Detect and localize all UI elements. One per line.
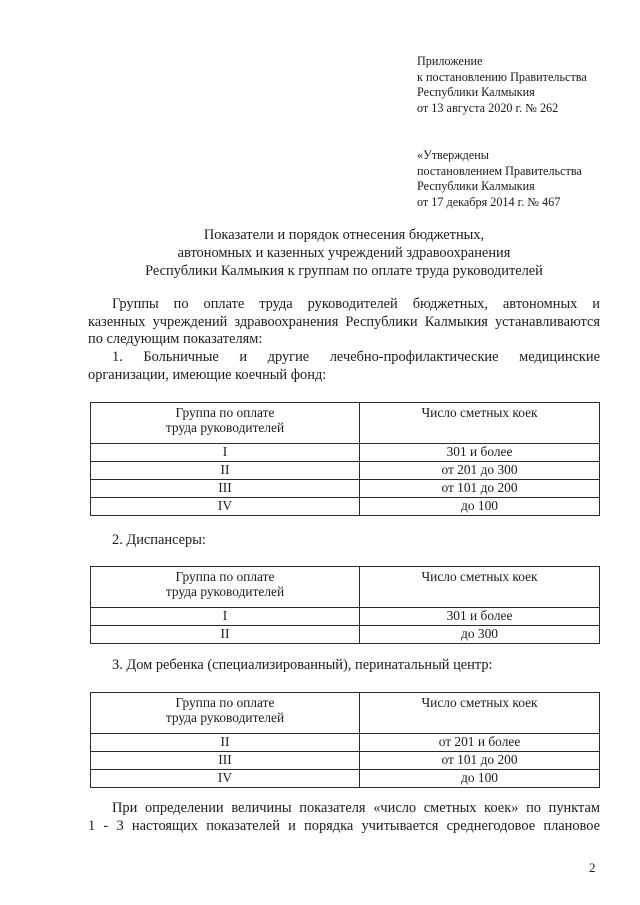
table-row — [91, 734, 600, 752]
closing-line: 1 - 3 настоящих показателей и порядка учитывается среднегодовое плановое — [88, 817, 600, 834]
table-header-row — [91, 567, 600, 608]
table-row — [91, 444, 600, 462]
closing-line: При определении величины показателя «число сметных коек» по пунктам — [112, 800, 600, 816]
table-row — [91, 608, 600, 626]
annex-line: к постановлению Правительства — [417, 69, 587, 84]
title-line: Показатели и порядок отнесения бюджетных, — [203, 227, 485, 243]
section-2-heading: 2. Диспансеры: — [112, 532, 206, 548]
page-number: 2 — [589, 860, 596, 875]
approval-block — [417, 148, 582, 210]
annex-line: от 13 августа 2020 г. № 262 — [417, 100, 559, 115]
header-group: Группа по оплате труда руководителей — [91, 693, 360, 734]
header-group: Группа по оплате труда руководителей — [91, 403, 360, 444]
group-cell: II — [91, 734, 360, 752]
intro-line: казенных учреждений здравоохранения Республики Калмыкия устанавливаются — [88, 313, 600, 330]
section-1-line: 1. Больничные и другие лечебно-профилактические медицинские — [112, 349, 600, 365]
group-cell: I — [91, 608, 360, 626]
beds-cell: от 101 до 200 — [360, 480, 600, 498]
beds-cell: от 201 и более — [360, 734, 600, 752]
group-cell: IV — [91, 770, 360, 788]
group-cell: III — [91, 480, 360, 498]
table-row — [91, 462, 600, 480]
beds-cell: 301 и более — [360, 444, 600, 462]
header-beds: Число сметных коек — [360, 567, 600, 608]
table-hospitals — [90, 402, 600, 516]
annex-line: Республики Калмыкия — [417, 85, 535, 99]
header-group: Группа по оплате труда руководителей — [91, 567, 360, 608]
beds-cell: до 100 — [360, 498, 600, 516]
section-1-paragraph — [88, 349, 600, 384]
intro-line: по следующим показателям: — [88, 331, 263, 347]
approval-line: «Утверждены — [417, 148, 489, 162]
group-cell: II — [91, 462, 360, 480]
table-dispensaries — [90, 566, 600, 644]
header-beds: Число сметных коек — [360, 693, 600, 734]
beds-cell: до 100 — [360, 770, 600, 788]
approval-line: постановлением Правительства — [417, 163, 582, 178]
group-cell: I — [91, 444, 360, 462]
intro-line: Группы по оплате труда руководителей бюджетных, автономных и — [112, 296, 600, 312]
table-row — [91, 498, 600, 516]
table-row — [91, 770, 600, 788]
intro-paragraph — [88, 296, 600, 349]
table-header-row — [91, 693, 600, 734]
title-line: автономных и казенных учреждений здравоохранения — [177, 245, 511, 261]
document-title — [88, 226, 600, 280]
beds-cell: от 101 до 200 — [360, 752, 600, 770]
beds-cell: 301 и более — [360, 608, 600, 626]
group-cell: II — [91, 626, 360, 644]
approval-line: Республики Калмыкия — [417, 179, 535, 193]
header-beds: Число сметных коек — [360, 403, 600, 444]
beds-cell: от 201 до 300 — [360, 462, 600, 480]
table-row — [91, 752, 600, 770]
closing-paragraph — [88, 800, 600, 835]
annex-block — [417, 54, 587, 116]
group-cell: IV — [91, 498, 360, 516]
table-row — [91, 480, 600, 498]
title-line: Республики Калмыкия к группам по оплате труда руководителей — [145, 263, 543, 279]
group-cell: III — [91, 752, 360, 770]
section-1-line: организации, имеющие коечный фонд: — [88, 366, 327, 383]
beds-cell: до 300 — [360, 626, 600, 644]
section-3-heading: 3. Дом ребенка (специализированный), перинатальный центр: — [112, 657, 493, 673]
table-childrens-home — [90, 692, 600, 788]
annex-line: Приложение — [417, 54, 483, 68]
table-row — [91, 626, 600, 644]
approval-line: от 17 декабря 2014 г. № 467 — [417, 194, 561, 209]
table-header-row — [91, 403, 600, 444]
